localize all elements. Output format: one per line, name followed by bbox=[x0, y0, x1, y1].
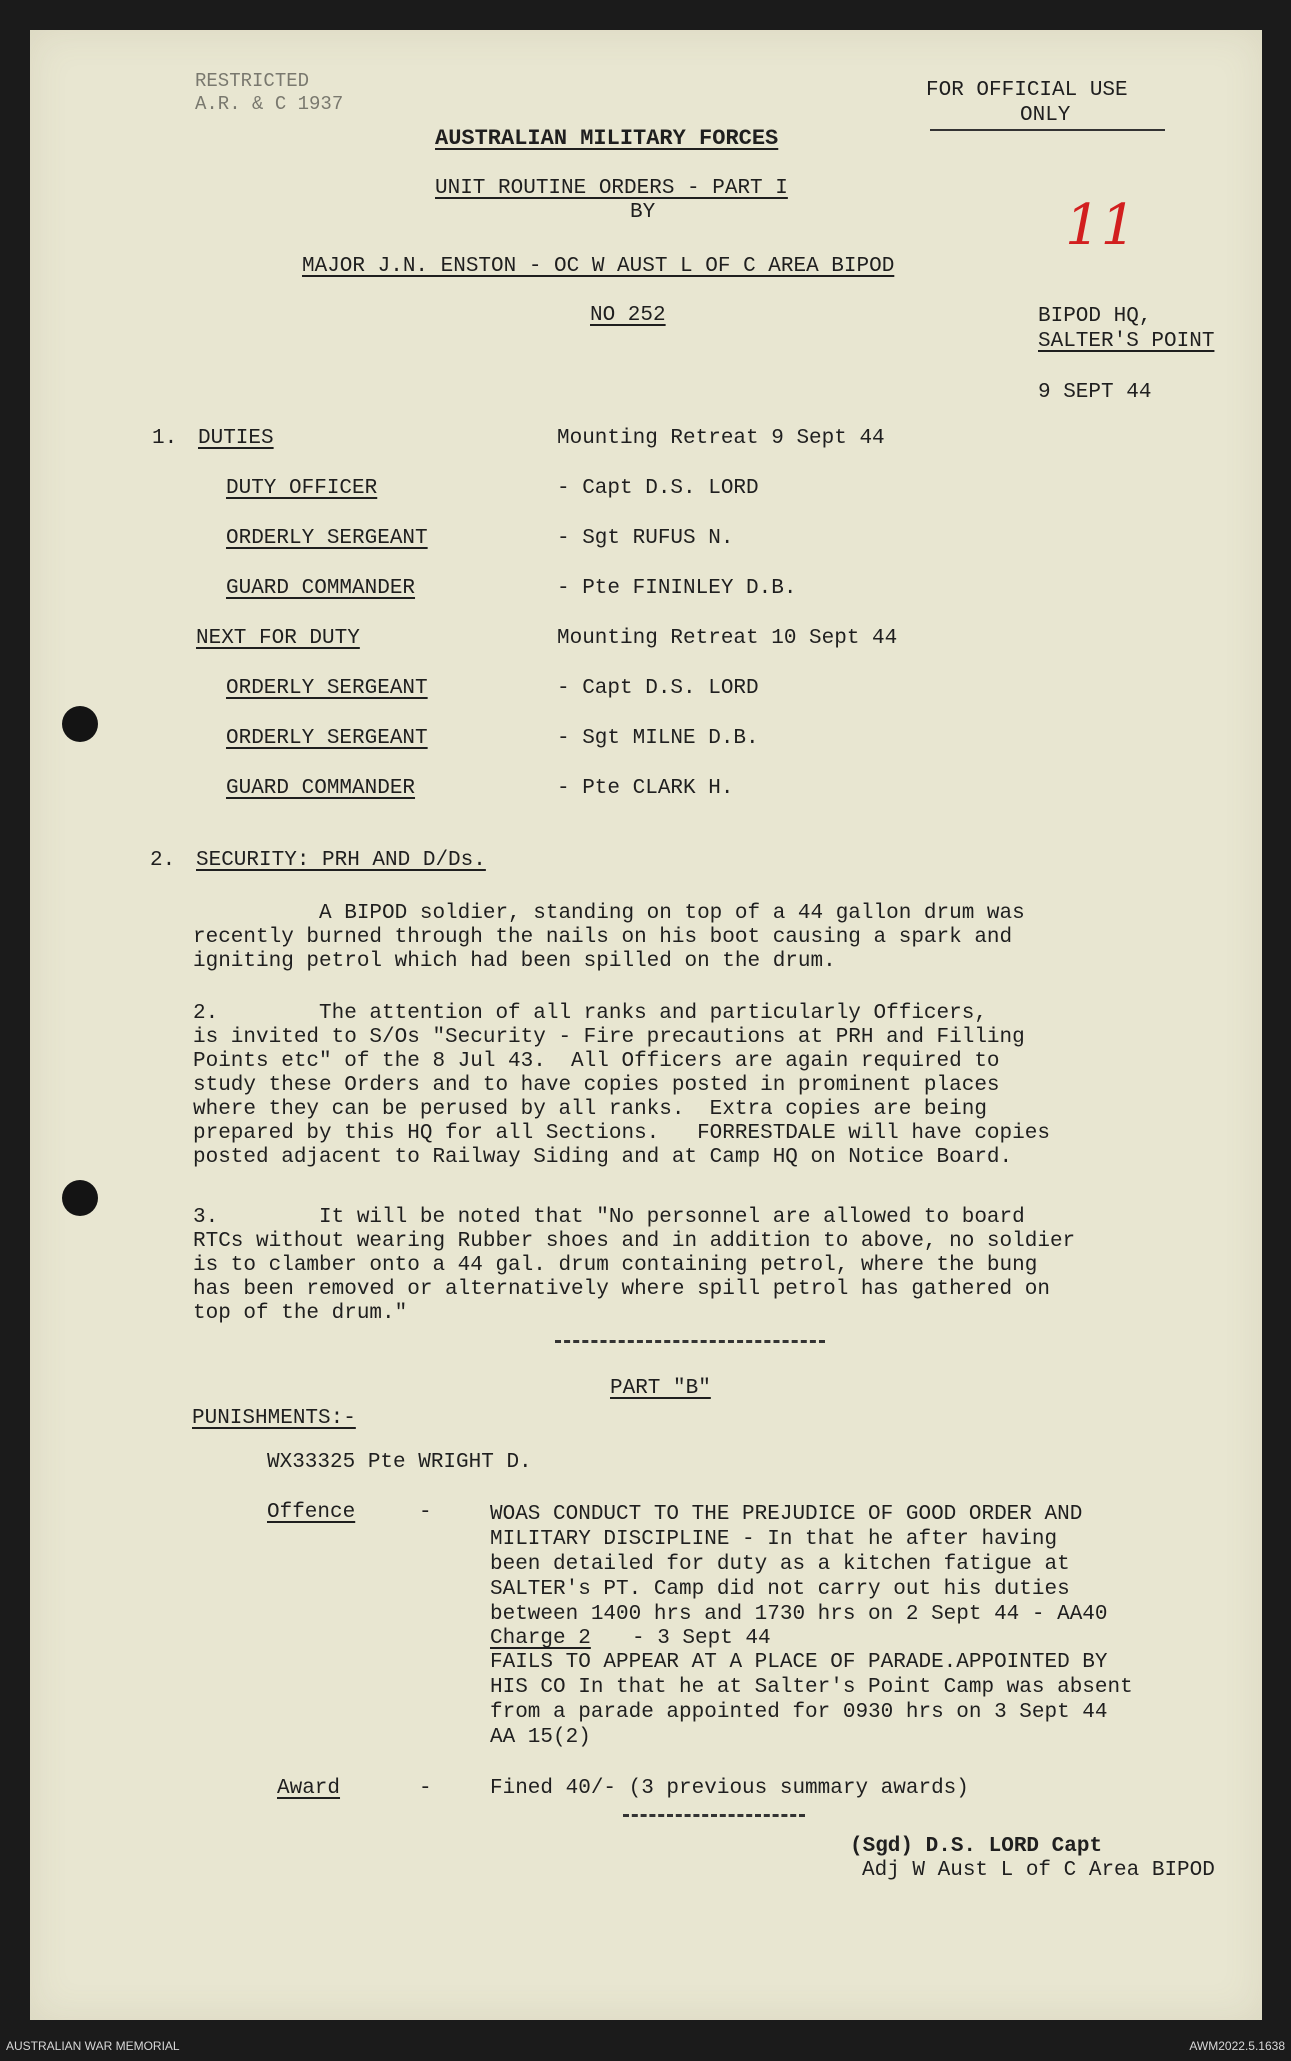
document-title: AUSTRALIAN MILITARY FORCES bbox=[435, 126, 779, 151]
stamp-right-line2: ONLY bbox=[1020, 104, 1071, 127]
charge2-line: from a parade appointed for 0930 hrs on 3 Sept 44 bbox=[490, 1701, 1108, 1724]
signature-line: (Sgd) D.S. LORD Capt bbox=[850, 1835, 1103, 1858]
location-line2: SALTER'S POINT bbox=[1038, 330, 1215, 353]
charge2-label: Charge 2 bbox=[490, 1627, 591, 1650]
footer-right: AWM2022.5.1638 bbox=[1189, 2039, 1285, 2053]
stamp-underline bbox=[930, 129, 1165, 131]
punishments-heading: PUNISHMENTS:- bbox=[192, 1407, 356, 1430]
offence-dash: - bbox=[419, 1501, 432, 1524]
offence-line: WOAS CONDUCT TO THE PREJUDICE OF GOOD ORDER AND bbox=[490, 1503, 1083, 1526]
offence-line: SALTER's PT. Camp did not carry out his duties bbox=[490, 1578, 1070, 1601]
part-b-heading: PART "B" bbox=[610, 1377, 711, 1400]
punch-hole bbox=[62, 1180, 98, 1216]
handwritten-mark: 11 bbox=[1065, 193, 1137, 258]
offence-label: Offence bbox=[267, 1501, 356, 1524]
document-page bbox=[30, 30, 1262, 2020]
duty-role: ORDERLY SERGEANT bbox=[226, 677, 428, 700]
section2-heading: SECURITY: PRH AND D/Ds. bbox=[196, 849, 486, 872]
section1-number: 1. bbox=[152, 427, 178, 450]
duty-name: - Pte CLARK H. bbox=[557, 777, 734, 800]
stamp-right-line1: FOR OFFICIAL USE bbox=[926, 79, 1128, 102]
duty-name: - Capt D.S. LORD bbox=[557, 477, 759, 500]
section2-number: 2. bbox=[150, 849, 176, 872]
security-paragraph-2: 2. The attention of all ranks and particularly Officers, is invited to S/Os "Security - Fire precautions at PRH and Filling Points etc" of the 8 Jul 43. All Officers are again required to study these Orders and to have copies posted in prominent places where they can be perused by all ranks. Extra copies are being prepared by this HQ for all Sections. FORRESTDALE will have copies posted adjacent to Railway Siding and at Camp HQ on Notice Board. bbox=[193, 1002, 1050, 1169]
footer-left: AUSTRALIAN WAR MEMORIAL bbox=[6, 2039, 180, 2053]
award-label: Award bbox=[277, 1777, 341, 1800]
order-number: NO 252 bbox=[590, 304, 666, 327]
next-mounting-line: Mounting Retreat 10 Sept 44 bbox=[557, 627, 898, 650]
offence-line: MILITARY DISCIPLINE - In that he after having bbox=[490, 1528, 1058, 1551]
duty-role: GUARD COMMANDER bbox=[226, 577, 416, 600]
document-subtitle: UNIT ROUTINE ORDERS - PART I bbox=[435, 177, 788, 200]
duty-role: ORDERLY SERGEANT bbox=[226, 727, 428, 750]
award-dash: - bbox=[419, 1777, 432, 1800]
charge2-line: AA 15(2) bbox=[490, 1726, 591, 1749]
next-duty-heading: NEXT FOR DUTY bbox=[196, 627, 360, 650]
punch-hole bbox=[62, 706, 98, 742]
charge2-line: FAILS TO APPEAR AT A PLACE OF PARADE.APPOINTED BY bbox=[490, 1651, 1108, 1674]
officer-line: MAJOR J.N. ENSTON - OC W AUST L OF C AREA BIPOD bbox=[302, 255, 895, 278]
award-text: Fined 40/- (3 previous summary awards) bbox=[490, 1777, 969, 1800]
charge2-date: - 3 Sept 44 bbox=[632, 1627, 771, 1650]
stamp-left-line1: RESTRICTED bbox=[195, 70, 310, 92]
offence-line: been detailed for duty as a kitchen fatigue at bbox=[490, 1553, 1070, 1576]
order-date: 9 SEPT 44 bbox=[1038, 381, 1152, 404]
duty-name: - Pte FININLEY D.B. bbox=[557, 577, 797, 600]
duty-name: - Sgt RUFUS N. bbox=[557, 527, 734, 550]
security-paragraph-1: A BIPOD soldier, standing on top of a 44 gallon drum was recently burned through the nails on his boot causing a spark and igniting petrol which had been spilled on the drum. bbox=[193, 902, 1025, 973]
location-line1: BIPOD HQ, bbox=[1038, 305, 1152, 328]
divider bbox=[623, 1814, 805, 1817]
mounting-line: Mounting Retreat 9 Sept 44 bbox=[557, 427, 885, 450]
by-line: BY bbox=[630, 201, 656, 224]
duty-role: ORDERLY SERGEANT bbox=[226, 527, 428, 550]
offence-line: between 1400 hrs and 1730 hrs on 2 Sept 44 - AA40 bbox=[490, 1603, 1108, 1626]
duty-name: - Sgt MILNE D.B. bbox=[557, 727, 759, 750]
duty-name: - Capt D.S. LORD bbox=[557, 677, 759, 700]
section1-heading: DUTIES bbox=[198, 427, 274, 450]
charge2-line: HIS CO In that he at Salter's Point Camp was absent bbox=[490, 1676, 1133, 1699]
soldier-line: WX33325 Pte WRIGHT D. bbox=[267, 1451, 532, 1474]
duty-role: GUARD COMMANDER bbox=[226, 777, 416, 800]
security-paragraph-3: 3. It will be noted that "No personnel are allowed to board RTCs without wearing Rubber shoes and in addition to above, no soldier is to clamber onto a 44 gal. drum containing petrol, where the bung has been removed or alternatively where spill petrol has gathered on top of the drum." bbox=[193, 1206, 1076, 1325]
duty-role: DUTY OFFICER bbox=[226, 477, 378, 500]
divider bbox=[555, 1340, 825, 1343]
signature-title: Adj W Aust L of C Area BIPOD bbox=[862, 1859, 1215, 1882]
stamp-left-line2: A.R. & C 1937 bbox=[195, 93, 344, 115]
